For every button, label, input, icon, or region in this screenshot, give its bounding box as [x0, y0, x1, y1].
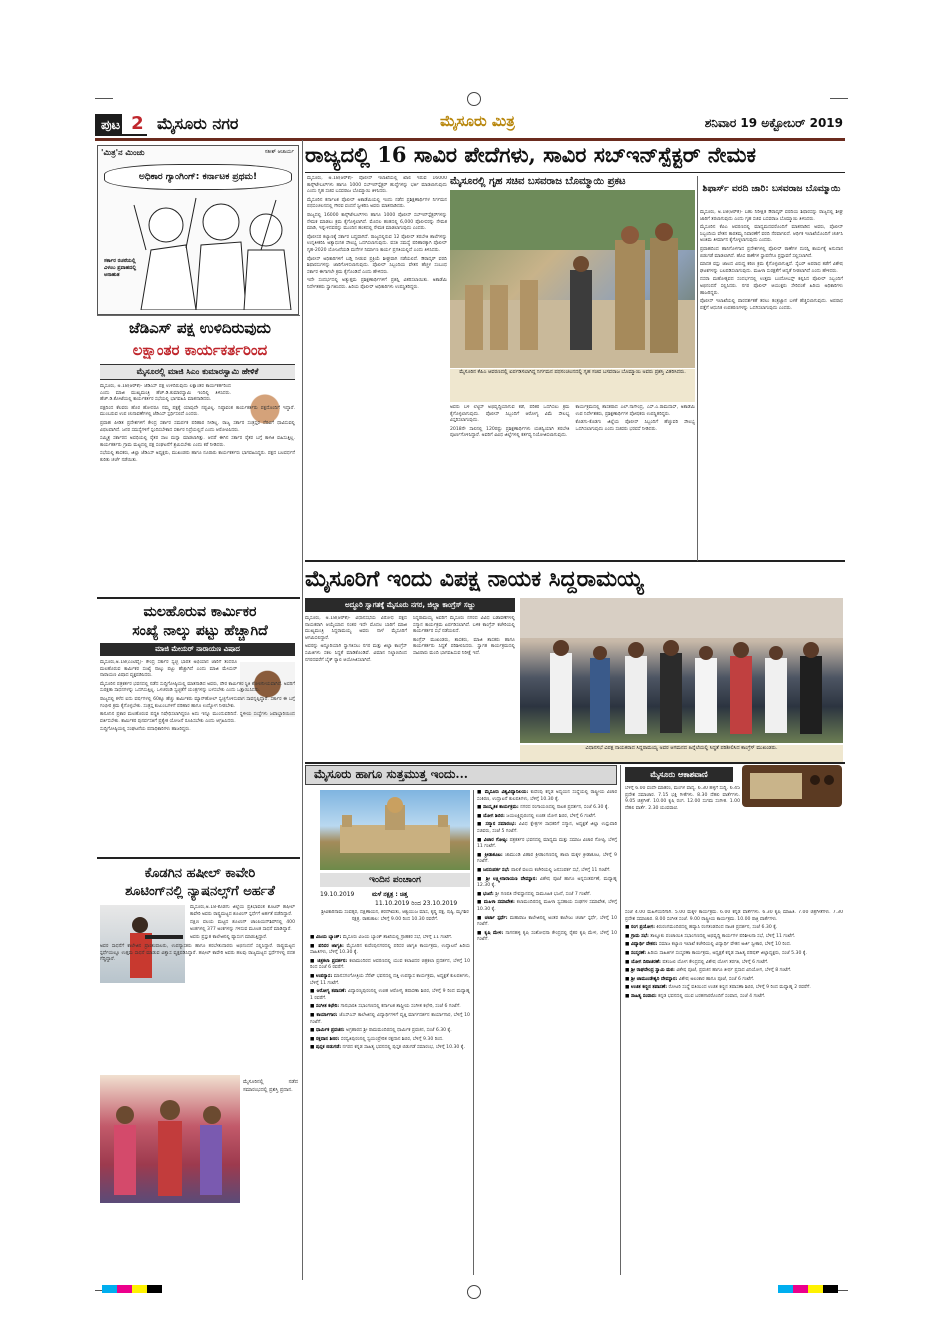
siddaramaiah-photo: [520, 598, 843, 743]
radio-body-2: ಸಂಜೆ 4.00 ಮಹಿಳೆಯರಿಗಾಗಿ. 5.00 ಮಕ್ಕಳ ಕಾರ್ಯಕ್ರಮ. 6.00 ಕನ್ನಡ ವಾರ್ತೆಗಳು. 6.30 ಕೃಷಿ ಮಾಹಿತಿ. 7.00 ಚಿತ್ರಗೀತೆಗಳು. 7.30 ಪ್ರದೇಶ ಸಮಾಚಾರ. 8.00 ಸಂಗೀತ ಸಂಜೆ. 9.00 ರಾಷ್ಟ್ರೀಯ ಕಾರ್ಯಕ್ರಮ. 10.00 ರಾತ್ರಿ ವಾರ್ತೆಗಳು. ■ ರಂಗ ಪ್ರಯೋಗ: ಕಿರುರಂಗಮಂದಿರದಲ್ಲಿ ಹವ್ಯಾಸಿ ರಂಗತಂಡದಿಂದ ನಾಟಕ ಪ್ರದರ್ಶನ, ಸಂಜೆ 6.30 ಕ್ಕೆ. ■ ಗ್ರಾಮ ಸಭೆ: ತಾಲ್ಲೂಕು ಪಂಚಾಯಿತಿ ಸಭಾಂಗಣದಲ್ಲಿ ಅಭಿವೃದ್ಧಿ ಕಾರ್ಯಗಳ ಪರಿಶೀಲನಾ ಸಭೆ, ಬೆಳಿಗ್ಗೆ 11 ಗಂಟೆಗೆ. ■ ವಿದ್ಯಾರ್ಥಿ ವೇತನ: ಸಮಾಜ ಕಲ್ಯಾಣ ಇಲಾಖೆ ಕಚೇರಿಯಲ್ಲಿ ವಿದ್ಯಾರ್ಥಿ ವೇತನ ಅರ್ಜಿ ಸ್ವೀಕಾರ, ಬೆಳಿಗ್ಗೆ 10 ರಿಂದ. ■ ಸಂಸ್ಮರಣೆ: ಹಿರಿಯ ಸಾಹಿತಿಗಳ ಸಂಸ್ಮರಣಾ ಕಾರ್ಯಕ್ರಮ, ಅಧ್ಯಕ್ಷತೆ ಕನ್ನಡ ಸಾಹಿತ್ಯ ಪರಿಷತ್ ಜಿಲ್ಲಾಧ್ಯಕ್ಷರು, ಸಂಜೆ 5.30 ಕ್ಕೆ. ■ ಯೋಗ ದಿನಾಚರಣೆ: ಪತಂಜಲಿ ಯೋಗ ಕೇಂದ್ರದಲ್ಲಿ ವಿಶೇಷ ಯೋಗ ತರಗತಿ, ಬೆಳಿಗ್ಗೆ 6 ಗಂಟೆಗೆ. ■ ಶ್ರೀ ರಾಘವೇಂದ್ರ ಸ್ವಾಮಿ ಮಠ: ವಿಶೇಷ ಪೂಜೆ, ಪ್ರವಚನ ಹಾಗೂ ತೀರ್ಥ ಪ್ರಸಾದ ವಿನಿಯೋಗ, ಬೆಳಿಗ್ಗೆ 8 ಗಂಟೆಗೆ. ■ ಶ್ರೀ ಚಾಮುಂಡೇಶ್ವರಿ ದೇವಸ್ಥಾನ: ವಿಶೇಷ ಅಲಂಕಾರ ಹಾಗೂ ಪೂಜೆ, ಸಂಜೆ 6 ಗಂಟೆಗೆ. ■ ಉಚಿತ ಕಣ್ಣಿನ ತಪಾಸಣೆ: ರೋಟರಿ ಸಂಸ್ಥೆ ವತಿಯಿಂದ ಉಚಿತ ಕಣ್ಣಿನ ತಪಾಸಣಾ ಶಿಬಿರ, ಬೆಳಿಗ್ಗೆ 9 ರಿಂದ ಮಧ್ಯಾಹ್ನ 2 ರವರೆಗೆ. ■ ಸಾಹಿತ್ಯ ಸಂವಾದ: ಕನ್ನಡ ಭವನದಲ್ಲಿ ಯುವ ಬರಹಗಾರರೊಂದಿಗೆ ಸಂವಾದ, ಸಂಜೆ 4 ಗಂಟೆಗೆ.: [625, 910, 843, 999]
radio-icon: [742, 765, 842, 807]
shooting-headline-1: ಕೊಡಗಿನ ಹಷೀಲ್ ಕಾವೇರಿ: [144, 866, 256, 881]
radio-title: ಮೈಸೂರು ಆಕಾಶವಾಣಿ: [625, 767, 733, 782]
workers-body: ಮೈಸೂರು,ಅ.18(ಎಂಟಿವೈ)- ಕೇಂದ್ರ ಸರ್ಕಾರ ಸ್ವಚ್ಛ ಭಾರತ ಅಭಿಯಾನ ಜಾರಿಗೆ ತಂದರೂ ಮಲಹೊರುವ ಕಾರ್ಮಿಕರ ಸಂಖ್ಯೆ ನಾಲ್ಕು ಪಟ್ಟು ಹೆಚ್ಚಾಗಿದೆ ಎಂದು ಮಾಜಿ ಮೇಯರ್ ನಾರಾಯಣ ವಿಷಾದ ವ್ಯಕ್ತಪಡಿಸಿದರು. ಮೈಸೂರಿನ ಪತ್ರಕರ್ತರ ಭವನದಲ್ಲಿ ನಡೆದ ಸುದ್ದಿಗೋಷ್ಠಿಯಲ್ಲಿ ಮಾತನಾಡಿದ ಅವರು, ಪೌರ ಕಾರ್ಮಿಕರ ಸ್ಥಿತಿ ಶೋಚನೀಯವಾಗಿದೆ. ಅವರಿಗೆ ಸುರಕ್ಷತಾ ಸಾಧನಗಳನ್ನು ಒದಗಿಸುತ್ತಿಲ್ಲ. ಒಳಚರಂಡಿ ಸ್ವಚ್ಛತೆಗೆ ಯಂತ್ರಗಳನ್ನು ಬಳಸಬೇಕು ಎಂದು ಒತ್ತಾಯಿಸಿದರು. ರಾಜ್ಯದಲ್ಲಿ ಕಳೆದ ಐದು ವರ್ಷಗಳಲ್ಲಿ 60ಕ್ಕೂ ಹೆಚ್ಚು ಕಾರ್ಮಿಕರು ಮ್ಯಾನ್‌ಹೋಲ್ ಸ್ವಚ್ಛಗೊಳಿಸುವಾಗ ಸಾವನ್ನಪ್ಪಿದ್ದಾರೆ. ಸರ್ಕಾರ ಈ ಬಗ್ಗೆ ಗಂಭೀರ ಕ್ರಮ ಕೈಗೊಳ್ಳಬೇಕು. ಸಂತ್ರಸ್ತ ಕುಟುಂಬಗಳಿಗೆ ಪರಿಹಾರ ಹಾಗೂ ಉದ್ಯೋಗ ನೀಡಬೇಕು. ಕಾನೂನಿನ ಪ್ರಕಾರ ಮಲಹೊರುವ ಪದ್ಧತಿ ನಿಷೇಧಿಸಲಾಗಿದ್ದರೂ ಅದು ಇನ್ನೂ ಮುಂದುವರಿದಿದೆ. ಸ್ಥಳೀಯ ಸಂಸ್ಥೆಗಳು ಜವಾಬ್ದಾರಿಯಿಂದ ವರ್ತಿಸಬೇಕು. ಕಾರ್ಮಿಕರ ಪುನರ್ವಸತಿಗೆ ಪ್ರತ್ಯೇಕ ಯೋಜನೆ ರೂಪಿಸಬೇಕು ಎಂದು ಆಗ್ರಹಿಸಿದರು. ಸುದ್ದಿಗೋಷ್ಠಿಯಲ್ಲಿ ಸಂಘಟನೆಯ ಪದಾಧಿಕಾರಿಗಳು ಹಾಜರಿದ್ದರು.: [100, 660, 295, 733]
cartoon-panel: [97, 145, 299, 315]
lead-side-headline: ಶಿಫಾರ್ಸ್ ವರದಿ ಜಾರಿ: ಬಸವರಾಜ ಬೊಮ್ಮಾಯಿ: [702, 184, 841, 194]
color-bar-right: [778, 1285, 838, 1293]
workers-subhead: ಮಾಜಿ ಮೇಯರ್ ನಾರಾಯಣ ವಿಷಾದ: [100, 643, 295, 656]
color-bar-left: [102, 1285, 162, 1293]
section-name: ಮೈಸೂರು ನಗರ: [157, 114, 239, 133]
paper-name: ಮೈಸೂರು ಮಿತ್ರ: [440, 112, 515, 130]
page-number: 2: [122, 114, 147, 134]
lead-headline: ರಾಜ್ಯದಲ್ಲಿ 16 ಸಾವಿರ ಪೇದೆಗಳು, ಸಾವಿರ ಸಬ್‌ಇನ್‌ಸ್ಪೆಕ್ಟರ್ ನೇಮಕ: [305, 142, 756, 167]
lead-side-body: ಮೈಸೂರು, ಅ.18(ಆರ್‌ಕೆ)- ಬಹು ನಿರೀಕ್ಷಿತ ಔರಾದ್ಕರ್ ವರದಿಯ ಶಿಫಾರಸನ್ನು ರಾಜ್ಯದಲ್ಲಿ ಶೀಘ್ರ ಜಾರಿಗೆ ತರಲಾಗುವುದು ಎಂದು ಗೃಹ ಸಚಿವ ಬಸವರಾಜ ಬೊಮ್ಮಾಯಿ ತಿಳಿಸಿದರು. ಮೈಸೂರಿನ ಕೆಪಿಎ ಆವರಣದಲ್ಲಿ ಮಾಧ್ಯಮದವರೊಂದಿಗೆ ಮಾತನಾಡಿದ ಅವರು, ಪೊಲೀಸ್ ಸಿಬ್ಬಂದಿಯ ವೇತನ ತಾರತಮ್ಯ ನಿವಾರಣೆಗೆ ವರದಿ ನೆರವಾಗಲಿದೆ. ಆರ್ಥಿಕ ಇಲಾಖೆಯೊಂದಿಗೆ ಚರ್ಚಿಸಿ ಅಂತಿಮ ತೀರ್ಮಾನ ಕೈಗೊಳ್ಳಲಾಗುವುದು ಎಂದರು. ಪ್ರವಾಹದಿಂದ ಹಾನಿಗೊಳಗಾದ ಪ್ರದೇಶಗಳಲ್ಲಿ ಪೊಲೀಸ್ ಠಾಣೆಗಳ ದುರಸ್ತಿ ಕಾರ್ಯಕ್ಕೆ ಅನುದಾನ ಬಿಡುಗಡೆ ಮಾಡಲಾಗಿದೆ. ಹೊಸ ಠಾಣೆಗಳ ಸ್ಥಾಪನೆಗೂ ಪ್ರಸ್ತಾವನೆ ಸಲ್ಲಿಸಲಾಗಿದೆ. ಮಾದಕ ವಸ್ತು ಜಾಲದ ವಿರುದ್ಧ ಕಠಿಣ ಕ್ರಮ ಕೈಗೊಳ್ಳಲಾಗುತ್ತಿದೆ. ಸೈಬರ್ ಅಪರಾಧ ತಡೆಗೆ ವಿಶೇಷ ಘಟಕಗಳನ್ನು ಬಲಪಡಿಸಲಾಗುವುದು. ಮಹಿಳಾ ಸುರಕ್ಷತೆಗೆ ಆದ್ಯತೆ ನೀಡಲಾಗಿದೆ ಎಂದು ಹೇಳಿದರು. ದಸರಾ ಮಹೋತ್ಸವದ ಸಂದರ್ಭದಲ್ಲಿ ಉತ್ತಮ ಬಂದೋಬಸ್ತ್ ಕಲ್ಪಿಸಿದ ಪೊಲೀಸ್ ಸಿಬ್ಬಂದಿಗೆ ಅಭಿನಂದನೆ ಸಲ್ಲಿಸಿದರು. ನಗರ ಪೊಲೀಸ್ ಆಯುಕ್ತರು ಸೇರಿದಂತೆ ಹಿರಿಯ ಅಧಿಕಾರಿಗಳು ಹಾಜರಿದ್ದರು. ಪೊಲೀಸ್ ಇಲಾಖೆಯಲ್ಲಿ ಪಾರದರ್ಶಕತೆ ತರಲು ತಂತ್ರಜ್ಞಾನ ಬಳಕೆ ಹೆಚ್ಚಿಸಲಾಗುವುದು. ಅಪರಾಧ ಪತ್ತೆಗೆ ಆಧುನಿಕ ಉಪಕರಣಗಳನ್ನು ಒದಗಿಸಲಾಗುವುದು ಎಂದರು.: [700, 210, 843, 311]
palace-drawing: [320, 790, 470, 870]
panchanga-body: ಶ್ರೀವಿಕಾರಿನಾಮ ಸಂವತ್ಸರ, ದಕ್ಷಿಣಾಯನ, ಶರದ್‌ಋತು, ಆಶ್ವಯುಜ ಮಾಸ, ಕೃಷ್ಣ ಪಕ್ಷ, ಷಷ್ಠಿ, ಮೃಗಶಿರ ನಕ್ಷತ್ರ. ರಾಹುಕಾಲ: ಬೆಳಿಗ್ಗೆ 9.00 ರಿಂದ 10.30 ರವರೆಗೆ.: [321, 910, 469, 922]
cartoon-title: 'ಮಿತ್ರ'ನ ಮಿಂಚು: [101, 148, 145, 157]
events-body-right: ■ ಮೈಸೂರು ವಿಶ್ವವಿದ್ಯಾನಿಲಯ: ಕುವೆಂಪು ಕನ್ನಡ ಅಧ್ಯಯನ ಸಂಸ್ಥೆಯಲ್ಲಿ ರಾಷ್ಟ್ರೀಯ ವಿಚಾರ ಸಂಕಿರಣ, ಉದ್ಘಾಟನೆ ಕುಲಪತಿಗಳು, ಬೆಳಿಗ್ಗೆ 10.30 ಕ್ಕೆ. ■ ಸಾಂಸ್ಕೃತಿಕ ಕಾರ್ಯಕ್ರಮ: ನಗರದ ರಂಗಾಯಣದಲ್ಲಿ ನಾಟಕ ಪ್ರದರ್ಶನ, ಸಂಜೆ 6.30 ಕ್ಕೆ. ■ ಯೋಗ ಶಿಬಿರ: ಜಯಲಕ್ಷ್ಮಿಪುರಂನಲ್ಲಿ ಉಚಿತ ಯೋಗ ಶಿಬಿರ, ಬೆಳಿಗ್ಗೆ 6 ಗಂಟೆಗೆ. ■ ಸನ್ಮಾನ ಸಮಾರಂಭ: ವಿವಿಧ ಕ್ಷೇತ್ರಗಳ ಸಾಧಕರಿಗೆ ಸನ್ಮಾನ, ಅಧ್ಯಕ್ಷತೆ ಜಿಲ್ಲಾ ಉಸ್ತುವಾರಿ ಸಚಿವರು, ಸಂಜೆ 5 ಗಂಟೆಗೆ. ■ ವಿಚಾರ ಗೋಷ್ಠಿ: ಪತ್ರಕರ್ತರ ಭವನದಲ್ಲಿ ಮಾಧ್ಯಮ ಮತ್ತು ಸಮಾಜ ವಿಚಾರ ಗೋಷ್ಠಿ, ಬೆಳಿಗ್ಗೆ 11 ಗಂಟೆಗೆ. ■ ಕ್ರೀಡಾಕೂಟ: ಚಾಮುಂಡಿ ವಿಹಾರ ಕ್ರೀಡಾಂಗಣದಲ್ಲಿ ಶಾಲಾ ಮಕ್ಕಳ ಕ್ರೀಡಾಕೂಟ, ಬೆಳಿಗ್ಗೆ 9 ಗಂಟೆಗೆ. ■ ಜನಸಂಪರ್ಕ ಸಭೆ: ಪಾಲಿಕೆ ವಲಯ ಕಚೇರಿಯಲ್ಲಿ ಜನಸಂಪರ್ಕ ಸಭೆ, ಬೆಳಿಗ್ಗೆ 11 ಗಂಟೆಗೆ. ■ ಶ್ರೀ ಲಕ್ಷ್ಮೀನಾರಾಯಣ ದೇವಸ್ಥಾನ: ವಿಶೇಷ ಪೂಜೆ ಹಾಗೂ ಅನ್ನಸಂತರ್ಪಣೆ, ಮಧ್ಯಾಹ್ನ 12.30 ಕ್ಕೆ. ■ ಭಜನೆ: ಶ್ರೀ ಗಣಪತಿ ದೇವಸ್ಥಾನದಲ್ಲಿ ಸಾಮೂಹಿಕ ಭಜನೆ, ಸಂಜೆ 7 ಗಂಟೆಗೆ. ■ ಮಹಿಳಾ ಸಮಾವೇಶ: ಕಲಾಮಂದಿರದಲ್ಲಿ ಮಹಿಳಾ ಸ್ವಸಹಾಯ ಸಂಘಗಳ ಸಮಾವೇಶ, ಬೆಳಿಗ್ಗೆ 10.30 ಕ್ಕೆ. ■ ಚರ್ಚಾ ಸ್ಪರ್ಧೆ: ಮಹಾರಾಜ ಕಾಲೇಜಿನಲ್ಲಿ ಅಂತರ ಕಾಲೇಜು ಚರ್ಚಾ ಸ್ಪರ್ಧೆ, ಬೆಳಿಗ್ಗೆ 10 ಗಂಟೆಗೆ. ■ ಕೃಷಿ ಮೇಳ: ನಾಗನಹಳ್ಳಿ ಕೃಷಿ ಸಂಶೋಧನಾ ಕೇಂದ್ರದಲ್ಲಿ ರೈತರ ಕೃಷಿ ಮೇಳ, ಬೆಳಿಗ್ಗೆ 10 ಗಂಟೆಗೆ.: [477, 790, 617, 943]
lead-body-lower: ಅವರು ಬಳಿ ಲೆಟ್ಟಿಸ್ ಅಭಿವೃದ್ಧಿಯಾಗುವ ಕಡೆ, ಪರಿಕರ ಒದಗಿಸಲು ಕ್ರಮ ಕೈಗೊಳ್ಳಲಾಗುವುದು. ಪೊಲೀಸ್ ಸಿಬ್ಬಂದಿಗೆ ಆರೋಗ್ಯ ವಿಮೆ ಸೌಲಭ್ಯ ವಿಸ್ತರಿಸಲಾಗುವುದು. 2018ನೇ ಸಾಲಿನಲ್ಲಿ 120ರಷ್ಟು ಪ್ರಶಿಕ್ಷಣಾರ್ಥಿಗಳು ಯಶಸ್ವಿಯಾಗಿ ತರಬೇತಿ ಪೂರ್ಣಗೊಳಿಸಿದ್ದಾರೆ. ಅವರಿಗೆ ವಿವಿಧ ಜಿಲ್ಲೆಗಳಲ್ಲಿ ಕರ್ತವ್ಯ ನಿಯೋಜಿಸಲಾಗುವುದು. ಕಾರ್ಯಕ್ರಮದಲ್ಲಿ ಶಾಸಕರಾದ ಎಲ್.ನಾಗೇಂದ್ರ, ಎಸ್.ಎ.ರಾಮದಾಸ್, ಅಕಾಡೆಮಿ ಉಪ ನಿರ್ದೇಶಕರು, ಪ್ರಶಿಕ್ಷಣಾರ್ಥಿಗಳ ಪೋಷಕರು ಉಪಸ್ಥಿತರಿದ್ದರು. ಕೊಡಗು-ಕೊಡಗು ಜಿಲ್ಲೆಯ ಪೊಲೀಸ್ ಸಿಬ್ಬಂದಿಗೆ ಹೆಚ್ಚುವರಿ ಸೌಲಭ್ಯ ಒದಗಿಸಲಾಗುವುದು ಎಂದು ಸಚಿವರು ಭರವಸೆ ನೀಡಿದರು.: [450, 405, 695, 439]
lead-photo-figures: [450, 190, 695, 368]
siddaramaiah-caption: ವಿಧಾನಸಭೆ ವಿಪಕ್ಷ ನಾಯಕರಾದ ಸಿದ್ದರಾಮಯ್ಯ ಅವರ ಆಗಮನದ ಹಿನ್ನೆಲೆಯಲ್ಲಿ ಸಿದ್ಧತೆ ಪರಿಶೀಲಿಸಿದ ಕಾಂಗ್ರೆಸ್ ಮುಖಂಡರು.: [520, 745, 843, 763]
siddaramaiah-headline: ಮೈಸೂರಿಗೆ ಇಂದು ವಿಪಕ್ಷ ನಾಯಕ ಸಿದ್ದರಾಮಯ್ಯ: [305, 566, 644, 592]
cartoon-speech-bubble: ಅಧಿಕಾರ ಗ್ಯಾಂಗಿಂಗ್: ಕರ್ನಾಟಕ ಪ್ರಥಮ!: [104, 164, 292, 190]
jds-headline-1: ಜೆಡಿಎಸ್ ಪಕ್ಷ ಉಳಿದಿರುವುದು: [129, 319, 271, 337]
cartoon-drawing: [126, 190, 296, 310]
panchanga-title: ಇಂದಿನ ಪಂಚಾಂಗ: [320, 873, 470, 887]
registration-mark-bottom: [467, 1285, 481, 1299]
issue-date: ಶನಿವಾರ 19 ಅಕ್ಟೋಬರ್ 2019: [704, 116, 843, 130]
siddaramaiah-photo-figures: [520, 598, 843, 743]
panchanga-range: 11.10.2019 ರಿಂದ 23.10.2019: [375, 900, 458, 907]
events-title: ಮೈಸೂರು ಹಾಗೂ ಸುತ್ತಮುತ್ತ ಇಂದು...: [314, 767, 468, 781]
workers-headline-1: ಮಲಹೊರುವ ಕಾರ್ಮಿಕರ: [143, 604, 257, 620]
shooting-body: ಮೈಸೂರು,ಅ.18-ಕೊಡಗು ಜಿಲ್ಲೆಯ ಪ್ರತಿಭಾವಂತ ಶೂಟರ್ ಹಷೀಲ್ ಕಾವೇರಿ ಅವರು ರಾಷ್ಟ್ರಮಟ್ಟದ ಶೂಟಿಂಗ್ ಸ್ಪರ್ಧೆಗೆ ಅರ್ಹತೆ ಪಡೆದಿದ್ದಾರೆ. ದಕ್ಷಿಣ ವಲಯ ಮಟ್ಟದ ಶೂಟಿಂಗ್ ಚಾಂಪಿಯನ್‌ಶಿಪ್‌ನಲ್ಲಿ 400 ಅಂಕಗಳಲ್ಲಿ 377 ಅಂಕಗಳನ್ನು ಗಳಿಸುವ ಮೂಲಕ ಸಾಧನೆ ಮಾಡಿದ್ದಾರೆ. ಅವರು ಪ್ರಸ್ತುತ ಕಾಲೇಜಿನಲ್ಲಿ ವ್ಯಾಸಂಗ ಮಾಡುತ್ತಿದ್ದಾರೆ. ಅವರ ಸಾಧನೆಗೆ ಕಾಲೇಜಿನ ಪ್ರಾಂಶುಪಾಲರು, ಉಪನ್ಯಾಸಕರು ಹಾಗೂ ತರಬೇತುದಾರರು ಅಭಿನಂದನೆ ಸಲ್ಲಿಸಿದ್ದಾರೆ. ರಾಷ್ಟ್ರಮಟ್ಟದ ಸ್ಪರ್ಧೆಯಲ್ಲೂ ಉತ್ತಮ ಸಾಧನೆ ಮಾಡುವ ವಿಶ್ವಾಸ ವ್ಯಕ್ತಪಡಿಸಿದ್ದಾರೆ. ಹಷೀಲ್ ಕಾವೇರಿ ಅವರು ಹಲವು ರಾಜ್ಯಮಟ್ಟದ ಸ್ಪರ್ಧೆಗಳಲ್ಲಿ ಪದಕ ಗೆದ್ದಿದ್ದಾರೆ.: [100, 905, 295, 963]
cartoon-side-note: ಸರ್ಕಾರ ರಚನೆಯಲ್ಲಿ ವಿಳಂಬ ಪ್ರವಾಹದಲ್ಲಿ ಅನಾಹುತ: [104, 258, 137, 278]
events-body-left: ■ ವಿಜಯ ಬ್ಯಾಂಕ್: ಮೈಸೂರು ವಿಜಯ ಬ್ಯಾಂಕ್ ಶಾಖೆಯಲ್ಲಿ ಗ್ರಾಹಕರ ಸಭೆ, ಬೆಳಿಗ್ಗೆ 11 ಗಂಟೆಗೆ. ■ ಪರಿಸರ ಜಾಗೃತಿ: ಮೈಸೂರಿನ ಕುವೆಂಪುನಗರದಲ್ಲಿ ಪರಿಸರ ಜಾಗೃತಿ ಕಾರ್ಯಕ್ರಮ, ಉದ್ಘಾಟನೆ ಹಿರಿಯ ಸಾಹಿತಿಗಳು, ಬೆಳಿಗ್ಗೆ 10.30 ಕ್ಕೆ. ■ ಚಿತ್ರಕಲಾ ಪ್ರದರ್ಶನ: ಕಲಾಮಂದಿರದ ಆವರಣದಲ್ಲಿ ಯುವ ಕಲಾವಿದರ ಚಿತ್ರಕಲಾ ಪ್ರದರ್ಶನ, ಬೆಳಿಗ್ಗೆ 10 ರಿಂದ ಸಂಜೆ 6 ರವರೆಗೆ. ■ ಉಪನ್ಯಾಸ: ಮಾನಸಗಂಗೋತ್ರಿಯ ಸೆನೆಟ್ ಭವನದಲ್ಲಿ ದತ್ತಿ ಉಪನ್ಯಾಸ ಕಾರ್ಯಕ್ರಮ, ಅಧ್ಯಕ್ಷತೆ ಕುಲಪತಿಗಳು, ಬೆಳಿಗ್ಗೆ 11 ಗಂಟೆಗೆ. ■ ಆರೋಗ್ಯ ತಪಾಸಣೆ: ವಿದ್ಯಾರಣ್ಯಪುರಂನಲ್ಲಿ ಉಚಿತ ಆರೋಗ್ಯ ತಪಾಸಣಾ ಶಿಬಿರ, ಬೆಳಿಗ್ಗೆ 9 ರಿಂದ ಮಧ್ಯಾಹ್ನ 1 ರವರೆಗೆ. ■ ಸಂಗೀತ ಕಛೇರಿ: ಗಾನಭಾರತಿ ಸಭಾಂಗಣದಲ್ಲಿ ಕರ್ನಾಟಕ ಶಾಸ್ತ್ರೀಯ ಸಂಗೀತ ಕಛೇರಿ, ಸಂಜೆ 6 ಗಂಟೆಗೆ. ■ ಕಾರ್ಯಾಗಾರ: ಜೆಎಸ್‌ಎಸ್ ಕಾಲೇಜಿನಲ್ಲಿ ವಿದ್ಯಾರ್ಥಿಗಳಿಗೆ ವೃತ್ತಿ ಮಾರ್ಗದರ್ಶನ ಕಾರ್ಯಾಗಾರ, ಬೆಳಿಗ್ಗೆ 10 ಗಂಟೆಗೆ. ■ ಧಾರ್ಮಿಕ ಪ್ರವಚನ: ಅಗ್ರಹಾರದ ಶ್ರೀ ರಾಮಮಂದಿರದಲ್ಲಿ ಧಾರ್ಮಿಕ ಪ್ರವಚನ, ಸಂಜೆ 6.30 ಕ್ಕೆ. ■ ರಕ್ತದಾನ ಶಿಬಿರ: ಸರಸ್ವತಿಪುರಂನಲ್ಲಿ ಸ್ವಯಂಪ್ರೇರಿತ ರಕ್ತದಾನ ಶಿಬಿರ, ಬೆಳಿಗ್ಗೆ 9.30 ರಿಂದ. ■ ಪುಸ್ತಕ ಬಿಡುಗಡೆ: ನಗರದ ಕನ್ನಡ ಸಾಹಿತ್ಯ ಭವನದಲ್ಲಿ ಪುಸ್ತಕ ಬಿಡುಗಡೆ ಸಮಾರಂಭ, ಬೆಳಿಗ್ಗೆ 10.30 ಕ್ಕೆ.: [310, 935, 470, 1051]
panchanga-date: 19.10.2019: [320, 891, 355, 898]
award-photo-figures: [100, 1075, 240, 1203]
award-caption: ಮೈಸೂರಿನಲ್ಲಿ ನಡೆದ ಸಮಾರಂಭದಲ್ಲಿ ಪ್ರಶಸ್ತಿ ಪ್ರದಾನ.: [243, 1079, 298, 1093]
lead-subhead: ಮೈಸೂರಲ್ಲಿ ಗೃಹ ಸಚಿವ ಬಸವರಾಜ ಬೊಮ್ಮಾಯಿ ಪ್ರಕಟ: [450, 176, 626, 187]
siddaramaiah-subhead: ಅದ್ಧೂರಿ ಸ್ವಾಗತಕ್ಕೆ ಮೈಸೂರು ನಗರ, ಜಿಲ್ಲಾ ಕಾಂಗ್ರೆಸ್ ಸಜ್ಜು: [305, 598, 515, 612]
lead-photo: [450, 190, 695, 368]
workers-headline-2: ಸಂಖ್ಯೆ ನಾಲ್ಕು ಪಟ್ಟು ಹೆಚ್ಚಾಗಿದೆ: [132, 623, 268, 639]
events-title-bar: [305, 765, 617, 785]
jds-subhead: ಮೈಸೂರಲ್ಲಿ ಮಾಜಿ ಸಿಎಂ ಕುಮಾರಸ್ವಾಮಿ ಹೇಳಿಕೆ: [100, 364, 295, 380]
panchanga-extra: ಮಳೆ ನಕ್ಷತ್ರ : ಚಿತ್ತ: [372, 891, 408, 898]
registration-mark-top: [467, 92, 481, 106]
cartoon-byline: ಸತೀಶ್ ಆಚಾರ್ಯ: [264, 149, 294, 155]
lead-photo-caption: ಮೈಸೂರಿನ ಕೆಪಿಎ ಆವರಣದಲ್ಲಿ ಏರ್ಪಡಿಸಲಾಗಿದ್ದ ನಿರ್ಗಮನ ಪಥಸಂಚಲನದಲ್ಲಿ ಗೃಹ ಸಚಿವ ಬಸವರಾಜ ಬೊಮ್ಮಾಯಿ ಅವರು ಪ್ರಶಸ್ತಿ ವಿತರಿಸಿದರು.: [450, 369, 695, 402]
award-photo: [100, 1075, 240, 1203]
page-number-box: [95, 114, 147, 136]
lead-body-left: ಮೈಸೂರು, ಅ.18(ಆರ್‌ಕೆ)- ಪೊಲೀಸ್ ಇಲಾಖೆಯಲ್ಲಿ ಖಾಲಿ ಇರುವ 16000 ಕಾನ್ಸ್‌ಟೇಬಲ್‌ಗಳು ಹಾಗೂ 1000 ಸಬ್‌ಇನ್‌ಸ್ಪೆಕ್ಟರ್ ಹುದ್ದೆಗಳನ್ನು ಭರ್ತಿ ಮಾಡಲಾಗುವುದು ಎಂದು ಗೃಹ ಸಚಿವ ಬಸವರಾಜ ಬೊಮ್ಮಾಯಿ ತಿಳಿಸಿದರು. ಮೈಸೂರಿನ ಕರ್ನಾಟಕ ಪೊಲೀಸ್ ಅಕಾಡೆಮಿಯಲ್ಲಿ ಇಂದು ನಡೆದ ಪ್ರಶಿಕ್ಷಣಾರ್ಥಿಗಳ ನಿರ್ಗಮನ ಪಥಸಂಚಲನದಲ್ಲಿ ಗೌರವ ವಂದನೆ ಸ್ವೀಕರಿಸಿ ಅವರು ಮಾತನಾಡಿದರು. ರಾಜ್ಯದಲ್ಲಿ 16000 ಕಾನ್ಸ್‌ಟೇಬಲ್‌ಗಳು ಹಾಗೂ 1000 ಪೊಲೀಸ್ ಸಬ್‌ಇನ್‌ಸ್ಪೆಕ್ಟರ್‌ಗಳನ್ನು ನೇಮಕ ಮಾಡಲು ಕ್ರಮ ಕೈಗೊಳ್ಳಲಾಗಿದೆ. ಮೊದಲ ಹಂತದಲ್ಲಿ 6,000 ಪೊಲೀಸರನ್ನು ನೇಮಕ ಮಾಡಿ, ಇನ್ನುಳಿದವರನ್ನು ಮುಂದಿನ ಹಂತದಲ್ಲಿ ನೇಮಕ ಮಾಡಲಾಗುವುದು ಎಂದರು. ಪೊಲೀಸರ ಕಲ್ಯಾಣಕ್ಕೆ ಸರ್ಕಾರ ಬದ್ಧವಾಗಿದೆ. ರಾಜ್ಯದಲ್ಲಿರುವ 12 ಪೊಲೀಸ್ ತರಬೇತಿ ಶಾಲೆಗಳನ್ನು ಉನ್ನತೀಕರಿಸಿ ಅತ್ಯಾಧುನಿಕ ಸೌಲಭ್ಯ ಒದಗಿಸಲಾಗುವುದು. ವಸತಿ ಸಮಸ್ಯೆ ಪರಿಹಾರಕ್ಕಾಗಿ ಪೊಲೀಸ್ ಗೃಹ-2020 ಯೋಜನೆಯಡಿ ಮನೆಗಳ ನಿರ್ಮಾಣ ಕಾರ್ಯ ಪ್ರಗತಿಯಲ್ಲಿದೆ ಎಂದು ತಿಳಿಸಿದರು. ಪೊಲೀಸ್ ಅಧಿಕಾರಿಗಳಿಗೆ ಬಡ್ತಿ ನೀಡುವ ಪ್ರಕ್ರಿಯೆ ಶೀಘ್ರವಾಗಿ ನಡೆಯಲಿದೆ. ಔರಾದ್ಕರ್ ವರದಿ ಶಿಫಾರಸುಗಳನ್ನು ಜಾರಿಗೊಳಿಸಲಾಗುವುದು. ಪೊಲೀಸ್ ಸಿಬ್ಬಂದಿಯ ವೇತನ ಹೆಚ್ಚಳ ಸಂಬಂಧ ಸರ್ಕಾರ ಈಗಾಗಲೇ ಕ್ರಮ ಕೈಗೊಂಡಿದೆ ಎಂದು ಹೇಳಿದರು. ಇದೇ ಸಂದರ್ಭದಲ್ಲಿ ಅತ್ಯುತ್ತಮ ಪ್ರಶಿಕ್ಷಣಾರ್ಥಿಗಳಿಗೆ ಪ್ರಶಸ್ತಿ ವಿತರಿಸಲಾಯಿತು. ಅಕಾಡೆಮಿ ನಿರ್ದೇಶಕರು ಸ್ವಾಗತಿಸಿದರು. ಹಿರಿಯ ಪೊಲೀಸ್ ಅಧಿಕಾರಿಗಳು ಉಪಸ್ಥಿತರಿದ್ದರು.: [307, 176, 447, 290]
siddaramaiah-body: ಮೈಸೂರು, ಅ.18(ಆರ್‌ಕೆ)- ವಿಧಾನಸಭೆಯ ವಿರೋಧ ಪಕ್ಷದ ನಾಯಕರಾಗಿ ಆಯ್ಕೆಯಾದ ನಂತರ ಇದೇ ಮೊದಲ ಬಾರಿಗೆ ಮಾಜಿ ಮುಖ್ಯಮಂತ್ರಿ ಸಿದ್ದರಾಮಯ್ಯ ಅವರು ನಾಳೆ ಮೈಸೂರಿಗೆ ಆಗಮಿಸಲಿದ್ದಾರೆ. ಅವರನ್ನು ಅದ್ಧೂರಿಯಾಗಿ ಸ್ವಾಗತಿಸಲು ನಗರ ಮತ್ತು ಜಿಲ್ಲಾ ಕಾಂಗ್ರೆಸ್ ಸಮಿತಿಗಳು ಸಕಲ ಸಿದ್ಧತೆ ಮಾಡಿಕೊಂಡಿವೆ. ವಿಮಾನ ನಿಲ್ದಾಣದಿಂದ ನಗರದವರೆಗೆ ಬೈಕ್ ರ‍್ಯಾಲಿ ಆಯೋಜಿಸಲಾಗಿದೆ. ಸಿದ್ದರಾಮಯ್ಯ ಅವರಿಗೆ ಮೈಸೂರು ನಗರದ ವಿವಿಧ ಬಡಾವಣೆಗಳಲ್ಲಿ ಸನ್ಮಾನ ಕಾರ್ಯಕ್ರಮ ಏರ್ಪಡಿಸಲಾಗಿದೆ. ಬಳಿಕ ಕಾಂಗ್ರೆಸ್ ಕಚೇರಿಯಲ್ಲಿ ಕಾರ್ಯಕರ್ತರ ಸಭೆ ನಡೆಯಲಿದೆ. ಕಾಂಗ್ರೆಸ್ ಮುಖಂಡರು, ಶಾಸಕರು, ಮಾಜಿ ಶಾಸಕರು ಹಾಗೂ ಕಾರ್ಯಕರ್ತರು ಸಿದ್ಧತೆ ಪರಿಶೀಲಿಸಿದರು. ಸ್ವಾಗತ ಕಾರ್ಯಕ್ರಮದಲ್ಲಿ ಸಾವಿರಾರು ಮಂದಿ ಭಾಗವಹಿಸುವ ನಿರೀಕ್ಷೆ ಇದೆ.: [305, 616, 515, 663]
masthead: [95, 112, 845, 141]
radio-body: ಬೆಳಿಗ್ಗೆ 6.00 ವಂದೇ ಮಾತರಂ, ಮಂಗಳ ವಾದ್ಯ. 6.30 ಹಳ್ಳಿಗೆ ಸುದ್ದಿ. 6.45 ಪ್ರದೇಶ ಸಮಾಚಾರ. 7.15 ಭಕ್ತಿ ಗೀತೆಗಳು. 8.30 ದೆಹಲಿ ವಾರ್ತೆಗಳು. 9.05 ಚಿತ್ರಗೀತೆ. 10.00 ಕೃಷಿ ರಂಗ. 12.00 ಸುಗಮ ಸಂಗೀತ. 1.00 ದೆಹಲಿ ವಾರ್ತೆ. 2.30 ಯುವವಾಣಿ.: [625, 786, 740, 811]
jds-body: ಮೈಸೂರು, ಅ.18(ಆರ್‌ಕೆ)- ಜೆಡಿಎಸ್ ಪಕ್ಷ ಉಳಿದಿರುವುದು ಲಕ್ಷಾಂತರ ಕಾರ್ಯಕರ್ತರಿಂದ ಎಂದು ಮಾಜಿ ಮುಖ್ಯಮಂತ್ರಿ ಹೆಚ್.ಡಿ.ಕುಮಾರಸ್ವಾಮಿ ಇಂದಿಲ್ಲಿ ತಿಳಿಸಿದರು. ಹೆಚ್.ಡಿ.ಕೋಟೆಯಲ್ಲಿ ಕಾರ್ಯಕರ್ತರ ಸಭೆಯಲ್ಲಿ ಭಾಗವಹಿಸಿ ಮಾತನಾಡಿದರು. ಪಕ್ಷದಿಂದ ಕೆಲವರು ಹೊರ ಹೋದರೂ ನಮ್ಮ ಪಕ್ಷಕ್ಕೆ ಯಾವುದೇ ನಷ್ಟವಿಲ್ಲ. ನಿಷ್ಠಾವಂತ ಕಾರ್ಯಕರ್ತರು ಪಕ್ಷದೊಂದಿಗೆ ಇದ್ದಾರೆ. ಮುಂಬರುವ ಉಪ ಚುನಾವಣೆಗಳಲ್ಲಿ ಜೆಡಿಎಸ್ ಸ್ಪರ್ಧಿಸಲಿದೆ ಎಂದರು. ಪ್ರವಾಹ ಪೀಡಿತ ಪ್ರದೇಶಗಳಿಗೆ ಕೇಂದ್ರ ಸರ್ಕಾರ ಸಮರ್ಪಕ ಪರಿಹಾರ ನೀಡಿಲ್ಲ. ರಾಜ್ಯ ಸರ್ಕಾರ ಸಂತ್ರಸ್ತರ ನೆರವಿಗೆ ಧಾವಿಸುವಲ್ಲಿ ವಿಫಲವಾಗಿದೆ. ಜನರ ಸಮಸ್ಯೆಗಳಿಗೆ ಸ್ಪಂದಿಸಬೇಕಾದ ಸರ್ಕಾರ ನಿದ್ರೆಯಲ್ಲಿದೆ ಎಂದು ಆರೋಪಿಸಿದರು. ಸಮ್ಮಿಶ್ರ ಸರ್ಕಾರದ ಅವಧಿಯಲ್ಲಿ ರೈತರ ಸಾಲ ಮನ್ನಾ ಮಾಡಲಾಗಿತ್ತು. ಆದರೆ ಈಗಿನ ಸರ್ಕಾರ ರೈತರ ಬಗ್ಗೆ ಕಾಳಜಿ ವಹಿಸುತ್ತಿಲ್ಲ. ಕಾರ್ಯಕರ್ತರು ಗ್ರಾಮ ಮಟ್ಟದಲ್ಲಿ ಪಕ್ಷ ಸಂಘಟನೆಗೆ ಶ್ರಮಿಸಬೇಕು ಎಂದು ಕರೆ ನೀಡಿದರು. ಸಭೆಯಲ್ಲಿ ಶಾಸಕರು, ಜಿಲ್ಲಾ ಜೆಡಿಎಸ್ ಅಧ್ಯಕ್ಷರು, ಮುಖಂಡರು ಹಾಗೂ ನೂರಾರು ಕಾರ್ಯಕರ್ತರು ಭಾಗವಹಿಸಿದ್ದರು. ಪಕ್ಷದ ಬಲವರ್ಧನೆ ಕುರಿತು ಚರ್ಚೆ ನಡೆಯಿತು.: [100, 384, 295, 463]
shooting-headline-2: ಶೂಟಿಂಗ್‌ನಲ್ಲಿ ನ್ಯಾಷನಲ್ಸ್‌ಗೆ ಅರ್ಹತೆ: [125, 884, 275, 899]
jds-headline-2: ಲಕ್ಷಾಂತರ ಕಾರ್ಯಕರ್ತರಿಂದ: [132, 341, 268, 359]
page-word: ಪುಟ: [101, 118, 121, 133]
palace-photo: [320, 790, 470, 870]
